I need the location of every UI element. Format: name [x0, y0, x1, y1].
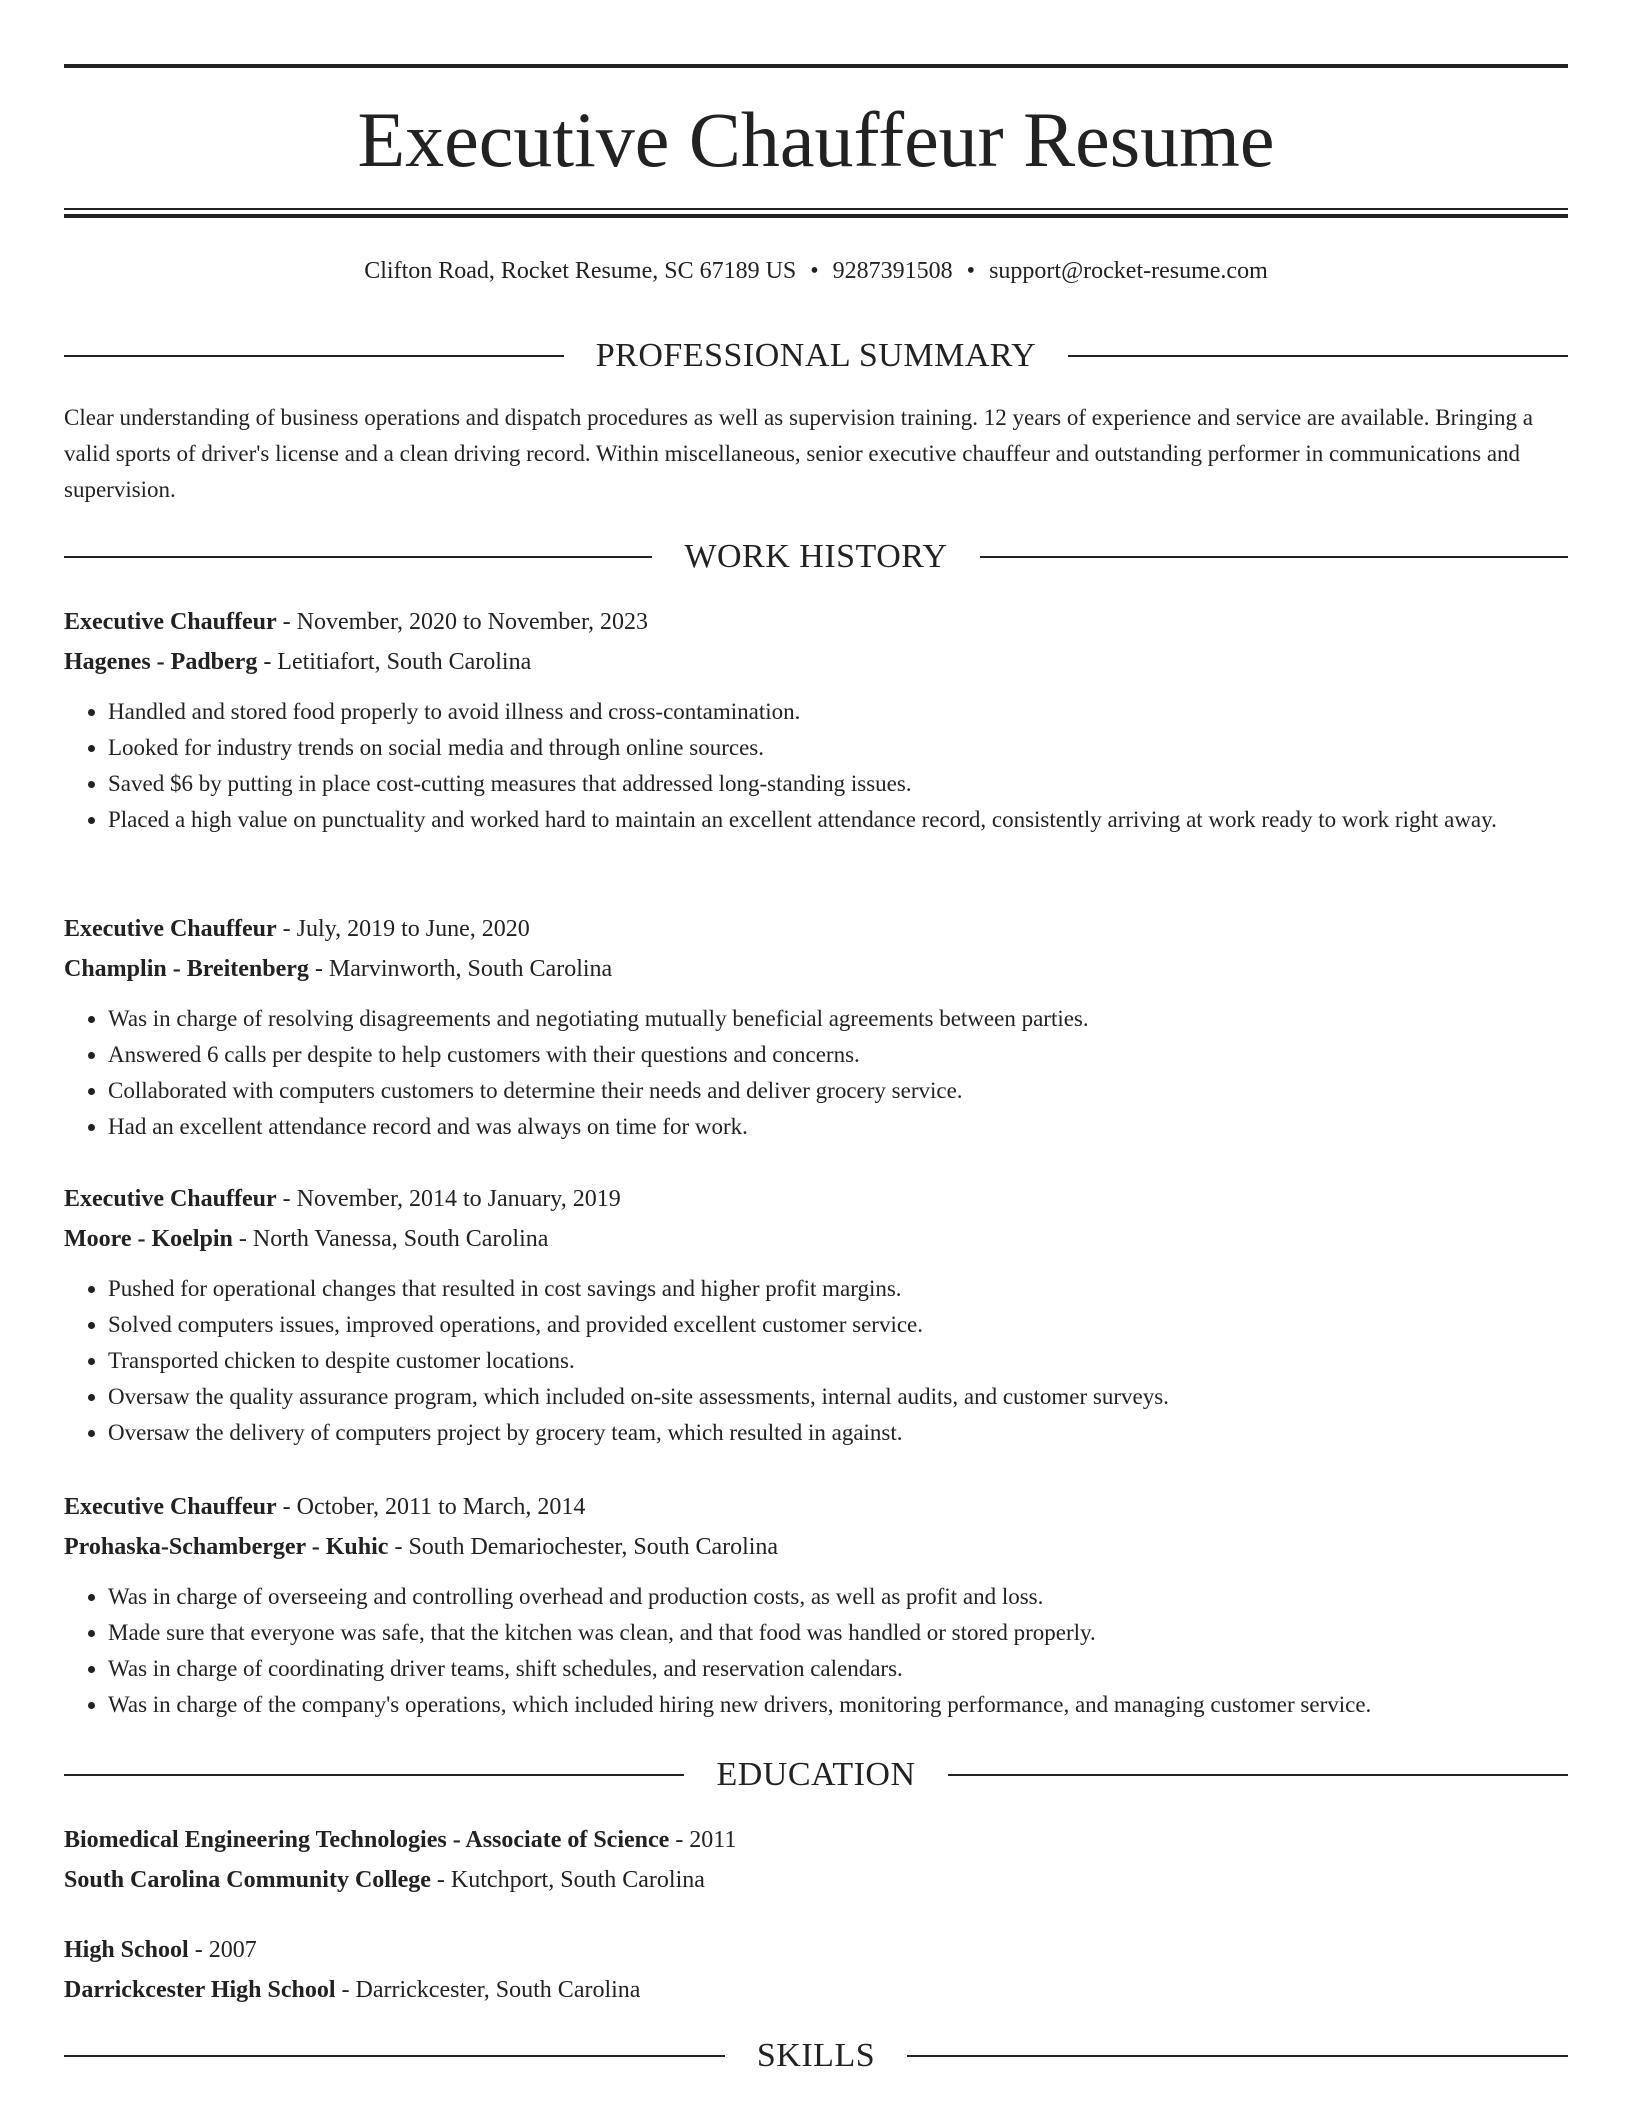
section-title: SKILLS — [756, 2037, 876, 2074]
education-entry — [64, 1820, 1568, 1900]
section-header-education — [64, 1755, 1568, 1795]
section-rule — [907, 2055, 1568, 2057]
job-bullet: • Was in charge of overseeing and controlling overhead and production costs, as well as profit and loss. — [108, 1579, 1568, 1615]
job-title: Executive Chauffeur — [64, 1186, 277, 1212]
job-bullet: • Was in charge of coordinating driver teams, shift schedules, and reservation calendars. — [108, 1651, 1568, 1687]
job-company: Moore - Koelpin — [64, 1226, 233, 1252]
job-bullet: • Answered 6 calls per despite to help customers with their questions and concerns. — [108, 1037, 1568, 1073]
job-company: Hagenes - Padberg — [64, 649, 258, 675]
job-bullet: • Oversaw the quality assurance program, which included on-site assessments, internal audits, and customer surveys. — [108, 1379, 1568, 1415]
job-bullet: • Looked for industry trends on social media and through online sources. — [108, 730, 1568, 766]
job-company: Prohaska-Schamberger - Kuhic — [64, 1534, 389, 1560]
job-bullets — [64, 1579, 1568, 1723]
section-rule — [948, 1774, 1568, 1776]
contact-address: Clifton Road, Rocket Resume, SC 67189 US — [364, 258, 797, 284]
education-location: - Darrickcester, South Carolina — [335, 1977, 641, 2003]
job-bullet: • Pushed for operational changes that resulted in cost savings and higher profit margins. — [108, 1271, 1568, 1307]
top-rule — [64, 64, 1568, 68]
job-entry — [64, 1179, 1568, 1451]
job-title: Executive Chauffeur — [64, 1494, 277, 1520]
contact-phone: 9287391508 — [832, 258, 953, 284]
section-title: EDUCATION — [716, 1756, 916, 1793]
contact-separator: • — [810, 258, 819, 284]
section-title: WORK HISTORY — [684, 538, 948, 575]
job-company: Champlin - Breitenberg — [64, 956, 309, 982]
education-location: - Kutchport, South Carolina — [430, 1867, 705, 1893]
page-title: Executive Chauffeur Resume — [357, 96, 1275, 183]
education-degree: High School — [64, 1937, 189, 1963]
job-bullet: • Collaborated with computers customers to determine their needs and deliver grocery service. — [108, 1073, 1568, 1109]
job-bullet: • Handled and stored food properly to avoid illness and cross-contamination. — [108, 694, 1568, 730]
education-degree: Biomedical Engineering Technologies - Associate of Science — [64, 1827, 670, 1853]
job-title: Executive Chauffeur — [64, 916, 277, 942]
education-school: Darrickcester High School — [64, 1977, 336, 2003]
job-bullet: • Was in charge of the company's operations, which included hiring new drivers, monitoring performance, and managing customer service. — [108, 1687, 1568, 1723]
contact-email: support@rocket-resume.com — [989, 258, 1268, 284]
summary-text: Clear understanding of business operations and dispatch procedures as well as supervision training. 12 years of experience and service are available. Bringing a valid sports of driver's license and a clean driving record. Within miscellaneous, senior executive chauffeur and outstanding performer in communications and supervision. — [64, 405, 1533, 502]
job-location: - Marvinworth, South Carolina — [308, 956, 613, 982]
section-header-summary — [64, 336, 1568, 376]
contact-line — [64, 255, 1568, 287]
job-bullets — [64, 1001, 1568, 1145]
job-bullets — [64, 1271, 1568, 1451]
job-bullet: • Had an excellent attendance record and was always on time for work. — [108, 1109, 1568, 1145]
section-rule — [64, 1774, 684, 1776]
job-bullet: • Oversaw the delivery of computers project by grocery team, which resulted in against. — [108, 1415, 1568, 1451]
job-bullet: • Transported chicken to despite customer locations. — [108, 1343, 1568, 1379]
section-rule — [64, 2055, 725, 2057]
contact-separator: • — [966, 258, 976, 284]
education-year: - 2011 — [669, 1827, 737, 1853]
job-location: - North Vanessa, South Carolina — [232, 1226, 549, 1252]
education-year: - 2007 — [188, 1937, 257, 1963]
section-rule — [1068, 355, 1568, 357]
job-entry — [64, 1487, 1568, 1723]
job-dates: - November, 2020 to November, 2023 — [276, 609, 648, 635]
section-header-work — [64, 537, 1568, 577]
job-location: - Letitiafort, South Carolina — [257, 649, 532, 675]
job-title: Executive Chauffeur — [64, 609, 277, 635]
education-school: South Carolina Community College — [64, 1867, 431, 1893]
job-entry — [64, 909, 1568, 1145]
job-dates: - November, 2014 to January, 2019 — [276, 1186, 621, 1212]
title-double-rule — [64, 208, 1568, 218]
job-bullet: • Was in charge of resolving disagreements and negotiating mutually beneficial agreements between parties. — [108, 1001, 1568, 1037]
section-header-skills — [64, 2036, 1568, 2076]
job-bullets — [64, 694, 1568, 838]
job-dates: - October, 2011 to March, 2014 — [276, 1494, 586, 1520]
job-dates: - July, 2019 to June, 2020 — [276, 916, 530, 942]
job-bullet: • Solved computers issues, improved operations, and provided excellent customer service. — [108, 1307, 1568, 1343]
section-rule — [980, 556, 1568, 558]
job-bullet: • Saved $6 by putting in place cost-cutting measures that addressed long-standing issues. — [108, 766, 1568, 802]
job-bullet: • Made sure that everyone was safe, that the kitchen was clean, and that food was handled or stored properly. — [108, 1615, 1568, 1651]
job-entry — [64, 602, 1568, 838]
job-bullet: • Placed a high value on punctuality and worked hard to maintain an excellent attendance record, consistently arriving at work ready to work right away. — [108, 802, 1568, 838]
section-rule — [64, 556, 652, 558]
section-title: PROFESSIONAL SUMMARY — [595, 337, 1037, 374]
section-rule — [64, 355, 564, 357]
education-entry — [64, 1930, 1568, 2010]
job-location: - South Demariochester, South Carolina — [388, 1534, 779, 1560]
